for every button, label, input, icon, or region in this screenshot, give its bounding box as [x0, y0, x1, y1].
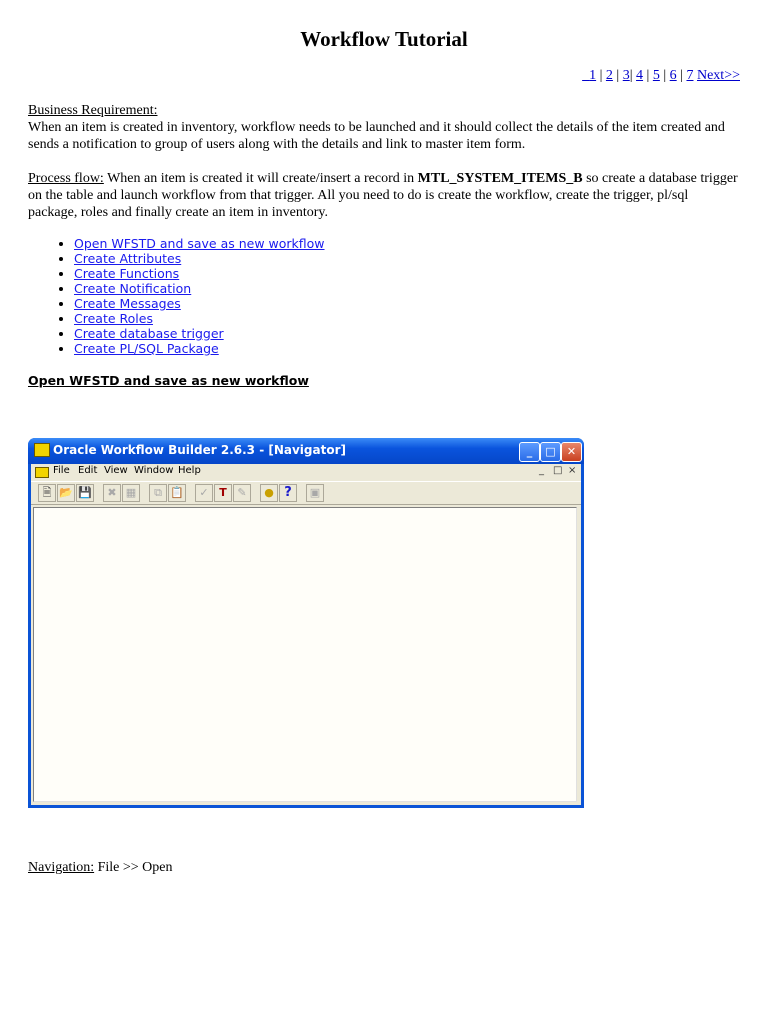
list-item	[74, 296, 325, 311]
menu-window[interactable]: Window	[134, 465, 174, 476]
link-create-database-trigger[interactable]: Create database trigger	[74, 326, 224, 341]
page-link-1[interactable]: 1	[589, 68, 597, 83]
list-item	[74, 236, 325, 251]
new-icon[interactable]: 🗎	[38, 484, 56, 502]
link-open-wfstd[interactable]: Open WFSTD and save as new workflow	[74, 236, 325, 251]
process-text-before: When an item is created it will create/insert a record in	[103, 171, 418, 186]
navigator-canvas[interactable]	[33, 507, 577, 802]
step-links	[28, 236, 325, 356]
open-icon[interactable]: 📂	[57, 484, 75, 502]
maximize-icon[interactable]: □	[540, 442, 561, 462]
hint-icon[interactable]: ●	[260, 484, 278, 502]
toolbar	[31, 481, 581, 505]
list-item	[74, 251, 325, 266]
window-client	[31, 464, 581, 805]
list-item	[74, 281, 325, 296]
window-titlebar	[28, 438, 584, 464]
link-create-messages[interactable]: Create Messages	[74, 296, 181, 311]
link-create-functions[interactable]: Create Functions	[74, 266, 180, 281]
link-create-plsql-package[interactable]: Create PL/SQL Package	[74, 341, 219, 356]
menu-help[interactable]: Help	[178, 465, 201, 476]
page-link-3[interactable]: 3	[622, 68, 630, 83]
page-link-7[interactable]: 7	[686, 68, 694, 83]
mdi-minimize-icon[interactable]: _	[539, 465, 544, 476]
window-title: Oracle Workflow Builder 2.6.3 - [Navigator]	[53, 443, 346, 457]
search-icon[interactable]: ▣	[306, 484, 324, 502]
link-create-notification[interactable]: Create Notification	[74, 281, 192, 296]
process-text-after: so create a database trigger on the table and launch workflow from that trigger. All you need to do is create the workflow, create the trigger, pl/sql package, roles and finally create an item in inventory.	[28, 171, 738, 220]
link-create-roles[interactable]: Create Roles	[74, 311, 153, 326]
list-item	[74, 311, 325, 326]
edit-icon[interactable]: ✎	[233, 484, 251, 502]
page-link-2[interactable]: 2	[605, 68, 613, 83]
save-icon[interactable]: 💾	[76, 484, 94, 502]
copy-icon[interactable]: ⧉	[149, 484, 167, 502]
verify-icon[interactable]: ✓	[195, 484, 213, 502]
page-link-6[interactable]: 6	[669, 68, 677, 83]
text-icon[interactable]: T	[214, 484, 232, 502]
next-link[interactable]: Next>>	[696, 68, 740, 83]
section-heading: Open WFSTD and save as new workflow	[28, 373, 309, 388]
paste-icon[interactable]: 📋	[168, 484, 186, 502]
process-label: Process flow:	[28, 171, 104, 186]
link-create-attributes[interactable]: Create Attributes	[74, 251, 182, 266]
list-item	[74, 266, 325, 281]
navigation-text: File >> Open	[94, 860, 173, 875]
pager: 1 | 2 | 3| 4 | 5 | 6 | 7 Next>>	[582, 68, 740, 84]
mdi-restore-icon[interactable]: □	[553, 465, 563, 476]
navigation-instruction	[28, 859, 740, 876]
business-text: When an item is created in inventory, workflow needs to be launched and it should collect the details of the item created and sends a notification to group of users along with the details and link to master item form.	[28, 120, 725, 152]
page-title: Workflow Tutorial	[300, 27, 468, 51]
app-icon	[34, 443, 50, 457]
process-flow	[28, 170, 740, 221]
document-icon	[35, 467, 49, 478]
menu-file[interactable]: File	[53, 465, 70, 476]
business-label: Business Requirement:	[28, 103, 158, 118]
navigation-label: Navigation:	[28, 860, 95, 875]
workflow-builder-window	[28, 438, 584, 808]
delete-icon[interactable]: ✖	[103, 484, 121, 502]
menubar	[31, 464, 581, 480]
menu-edit[interactable]: Edit	[78, 465, 98, 476]
mdi-close-icon[interactable]: ×	[568, 465, 577, 476]
help-icon[interactable]: ?	[279, 484, 297, 502]
list-item	[74, 341, 325, 356]
business-requirement	[28, 102, 740, 153]
table-name: MTL_SYSTEM_ITEMS_B	[417, 171, 583, 186]
minimize-icon[interactable]: _	[519, 442, 540, 462]
list-item	[74, 326, 325, 341]
menu-view[interactable]: View	[104, 465, 128, 476]
page-link-5[interactable]: 5	[652, 68, 660, 83]
page-link-4[interactable]: 4	[636, 68, 644, 83]
properties-icon[interactable]: ▦	[122, 484, 140, 502]
close-icon[interactable]: ✕	[561, 442, 582, 462]
